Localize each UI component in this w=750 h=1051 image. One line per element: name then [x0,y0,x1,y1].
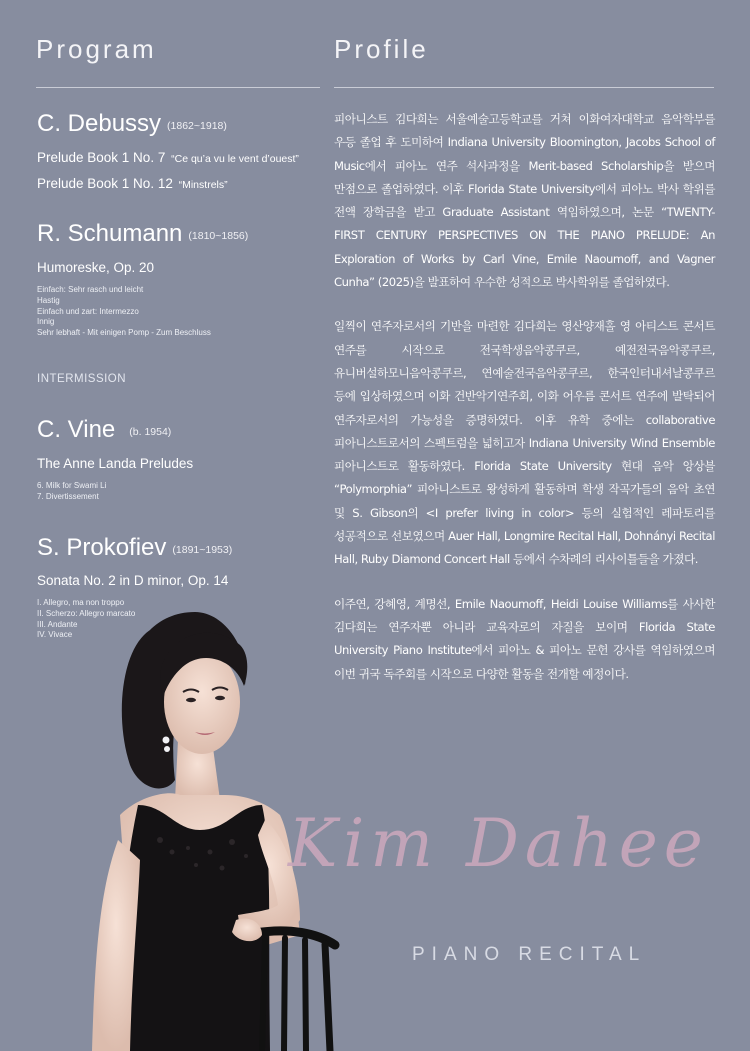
movement: I. Allegro, ma non troppo [37,598,125,607]
work-title [37,150,299,165]
composer-prokofiev [37,534,232,562]
movement-list [37,285,211,339]
composer-name: R. Schumann [37,220,183,247]
signature-text: Kim Dahee [288,805,709,882]
work-name: Prelude Book 1 No. 7 [37,150,166,165]
composer-dates: (b. 1954) [129,426,172,438]
composer-name: C. Debussy [37,110,162,137]
composer-schumann [37,220,248,248]
work-subtitle: “Minstrels” [178,179,228,191]
movement: Einfach: Sehr rasch und leicht [37,285,144,294]
recital-title: PIANO RECITAL [412,944,647,965]
movement: III. Andante [37,619,78,629]
movement: 7. Divertissement [37,491,99,501]
profile-paragraph: 일찍이 연주자로서의 기반을 마련한 김다희는 영산양재홀 영 아티스트 콘서트 연주를 시작으로 전국학생음악콩쿠르, 예전전국음악콩쿠르, 유니버설하모니음악콩쿠르, 연예술전국음악콩쿠르, 한국인터내셔날콩쿠르 등에 입상하였으며 이화 건반악기연주회, 이화 어우름 콘서트 연주에 발탁되어 연주자로서의 가능성을 증명하였다. 이후 유학 중에는 collaborative 피아니스트로서의 스펙트럼을 넓히고자 Indiana University Wind Ensemble 피아니스트로 활동하였다. Florida State University 현대 음악 앙상블 “Polymorphia” 피아니스트로 왕성하게 활동하며 학생 작곡가들의 음악 초연 및 S. Gibson의 <I prefer living in color> 등의 실험적인 레파토리를 성공적으로 선보였으며 Auer Hall, Longmire Recital Hall, Dohnányi Recital Hall, Ruby Diamond Concert Hall 등에서 수차례의 리사이틀들을 가졌다. [334,319,715,567]
composer-debussy [37,110,227,138]
program-divider [36,87,320,88]
movement: IV. Vivace [37,630,73,640]
movement: Hastig [37,295,60,305]
composer-name: C. Vine [37,416,116,443]
work-name: The Anne Landa Preludes [37,456,194,471]
movement: Sehr lebhaft - Mit einigen Pomp - Zum Beschluss [37,328,211,338]
intermission-label: INTERMISSION [37,373,127,385]
work-title [37,176,228,191]
profile-heading: Profile [334,34,429,64]
profile-paragraph: 이주연, 강혜영, 계명선, Emile Naoumoff, Heidi Louise Williams를 사사한 김다희는 연주자뿐 아니라 교육자로의 자질을 보이며 Florida State University Piano Institute에서 피아노 & 피아노 문헌 강사를 역임하였으며 이번 귀국 독주회를 시작으로 다양한 활동을 전개할 예정이다. [334,596,715,681]
composer-vine [37,416,171,444]
work-name: Humoreske, Op. 20 [37,260,155,275]
work-title [37,456,193,471]
work-name: Prelude Book 1 No. 12 [37,176,173,191]
program-heading: Program [36,34,157,64]
composer-dates: (1862~1918) [167,120,227,132]
work-name: Sonata No. 2 in D minor, Op. 14 [37,573,229,588]
profile-paragraph: 피아니스트 김다희는 서울예술고등학교를 거쳐 이화여자대학교 음악학부를 우등 졸업 후 도미하여 Indiana University Bloomington, Jacobs School of Music에서 피아노 연주 석사과정을 Merit-based Scholarship을 받으며 만점으로 졸업하였다. 이후 Florida State University에서 피아노 박사 학위를 전액 장학금을 받고 Graduate Assistant 역임하였으며, 논문 “TWENTY-FIRST CENTURY PERSPECTIVES ON THE PIANO PRELUDE: An Exploration of Works by Carl Vine, Emile Naoumoff, and Vagner Cunha” (2025)을 발표하여 우수한 성적으로 박사학위를 졸업하였다. [334,112,715,290]
composer-dates: (1810~1856) [188,230,249,242]
composer-name: S. Prokofiev [37,534,167,561]
work-title [37,260,154,275]
profile-divider [334,87,714,88]
movement: Innig [37,317,55,327]
composer-dates: (1891~1953) [172,544,233,556]
movement: II. Scherzo: Allegro marcato [37,608,136,618]
movement-list [37,481,106,503]
movement: Einfach und zart: Intermezzo [37,306,139,316]
work-title [37,573,228,588]
movement: 6. Milk for Swami Li [37,481,107,490]
work-subtitle: “Ce qu’a vu le vent d’ouest” [171,153,299,165]
